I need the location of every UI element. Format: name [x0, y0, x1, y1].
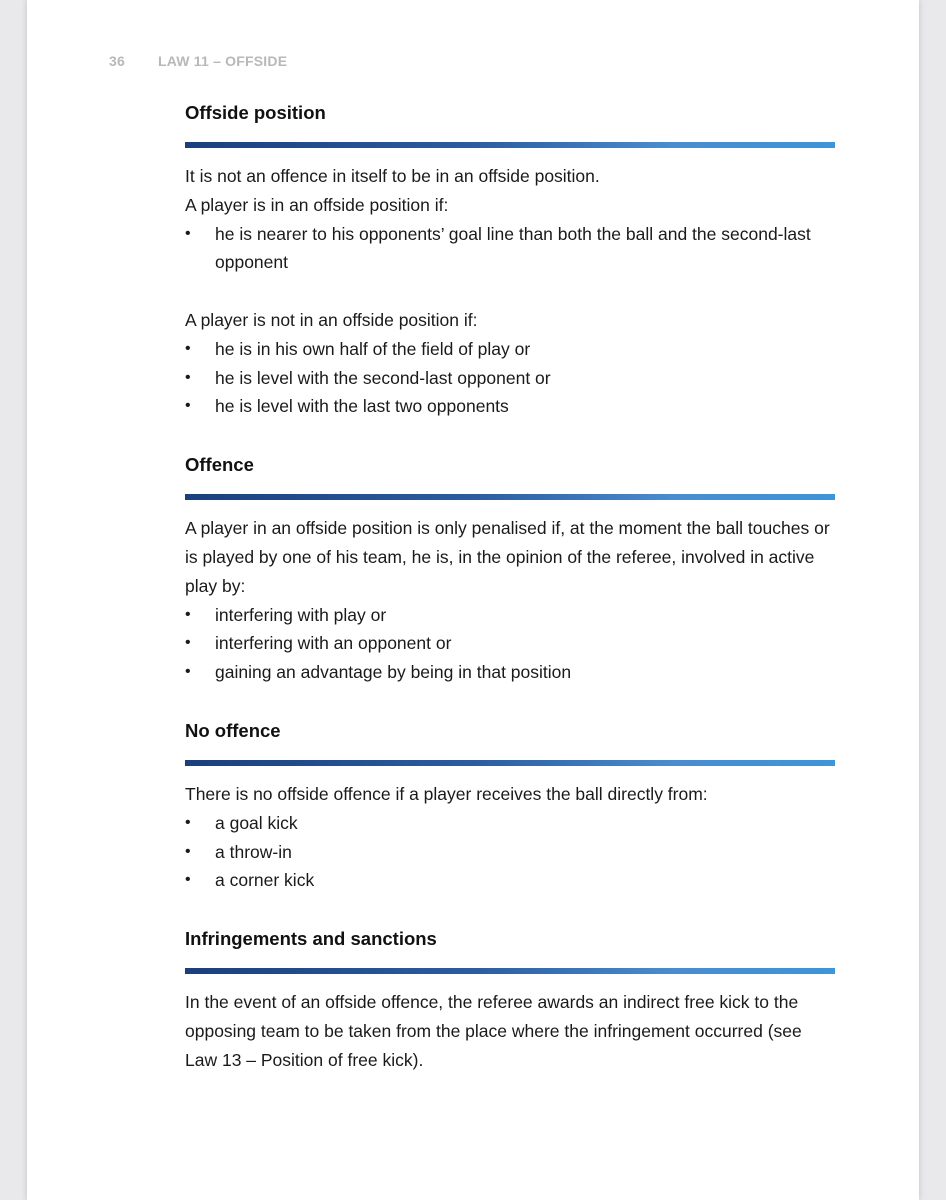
bullet-list	[185, 601, 835, 687]
list-item	[185, 629, 835, 658]
paragraph: A player in an offside position is only penalised if, at the moment the ball touches or is played by one of his team, he is, in the opinion of the referee, involved in active play by:	[185, 518, 830, 596]
bullet-icon: •	[185, 397, 191, 415]
document-page	[27, 0, 919, 1200]
section-divider	[185, 142, 835, 148]
list-item-text: a corner kick	[215, 870, 315, 891]
list-item	[185, 866, 835, 895]
bullet-icon: •	[185, 813, 191, 831]
paragraph: In the event of an offside offence, the referee awards an indirect free kick to the opposing team to be taken from the place where the infringement occurred (see Law 13 – Position of free kick).	[185, 992, 802, 1070]
bullet-list	[185, 809, 835, 895]
section-title: Offence	[185, 454, 254, 476]
bullet-icon: •	[185, 634, 191, 652]
bullet-icon: •	[185, 368, 191, 386]
paragraph: A player is in an offside position if:	[185, 194, 449, 215]
list-item-text: interfering with play or	[215, 604, 387, 625]
page-content	[185, 101, 835, 1107]
list-item-text: he is level with the second-last opponent or	[215, 367, 551, 388]
list-item-text: interfering with an opponent or	[215, 633, 452, 654]
list-item	[185, 220, 835, 278]
bullet-icon: •	[185, 339, 191, 357]
bullet-list	[185, 335, 835, 421]
section-offence	[185, 453, 835, 687]
bullet-icon: •	[185, 871, 191, 889]
bullet-icon: •	[185, 842, 191, 860]
paragraph: There is no offside offence if a player receives the ball directly from:	[185, 783, 708, 804]
section-divider	[185, 494, 835, 500]
section-title: Offside position	[185, 102, 326, 123]
list-item	[185, 335, 835, 364]
list-item-text: he is level with the last two opponents	[215, 396, 509, 417]
list-item	[185, 364, 835, 393]
paragraph: It is not an offence in itself to be in an offside position.	[185, 166, 600, 186]
list-item	[185, 601, 835, 630]
list-item-text: a goal kick	[215, 812, 298, 833]
section-divider	[185, 968, 835, 974]
bullet-list	[185, 220, 835, 278]
list-item-text: he is nearer to his opponents’ goal line than both the ball and the second-last opponent	[215, 223, 811, 273]
bullet-icon: •	[185, 663, 191, 681]
section-no-offence	[185, 719, 835, 895]
bullet-icon: •	[185, 605, 191, 623]
list-item	[185, 658, 835, 687]
page-number: 36	[109, 53, 125, 69]
list-item	[185, 809, 835, 838]
section-title: Infringements and sanctions	[185, 928, 437, 950]
section-offside-position	[185, 101, 835, 421]
section-infringements-and-sanctions	[185, 927, 835, 1074]
list-item	[185, 392, 835, 421]
law-title: LAW 11 – OFFSIDE	[158, 53, 288, 69]
bullet-icon: •	[185, 224, 191, 242]
list-item-text: he is in his own half of the field of play or	[215, 338, 531, 359]
list-item-text: gaining an advantage by being in that position	[215, 662, 572, 683]
section-title: No offence	[185, 719, 281, 741]
list-item	[185, 838, 835, 867]
list-item-text: a throw-in	[215, 841, 292, 862]
section-divider	[185, 760, 835, 766]
paragraph: A player is not in an offside position if:	[185, 309, 478, 330]
